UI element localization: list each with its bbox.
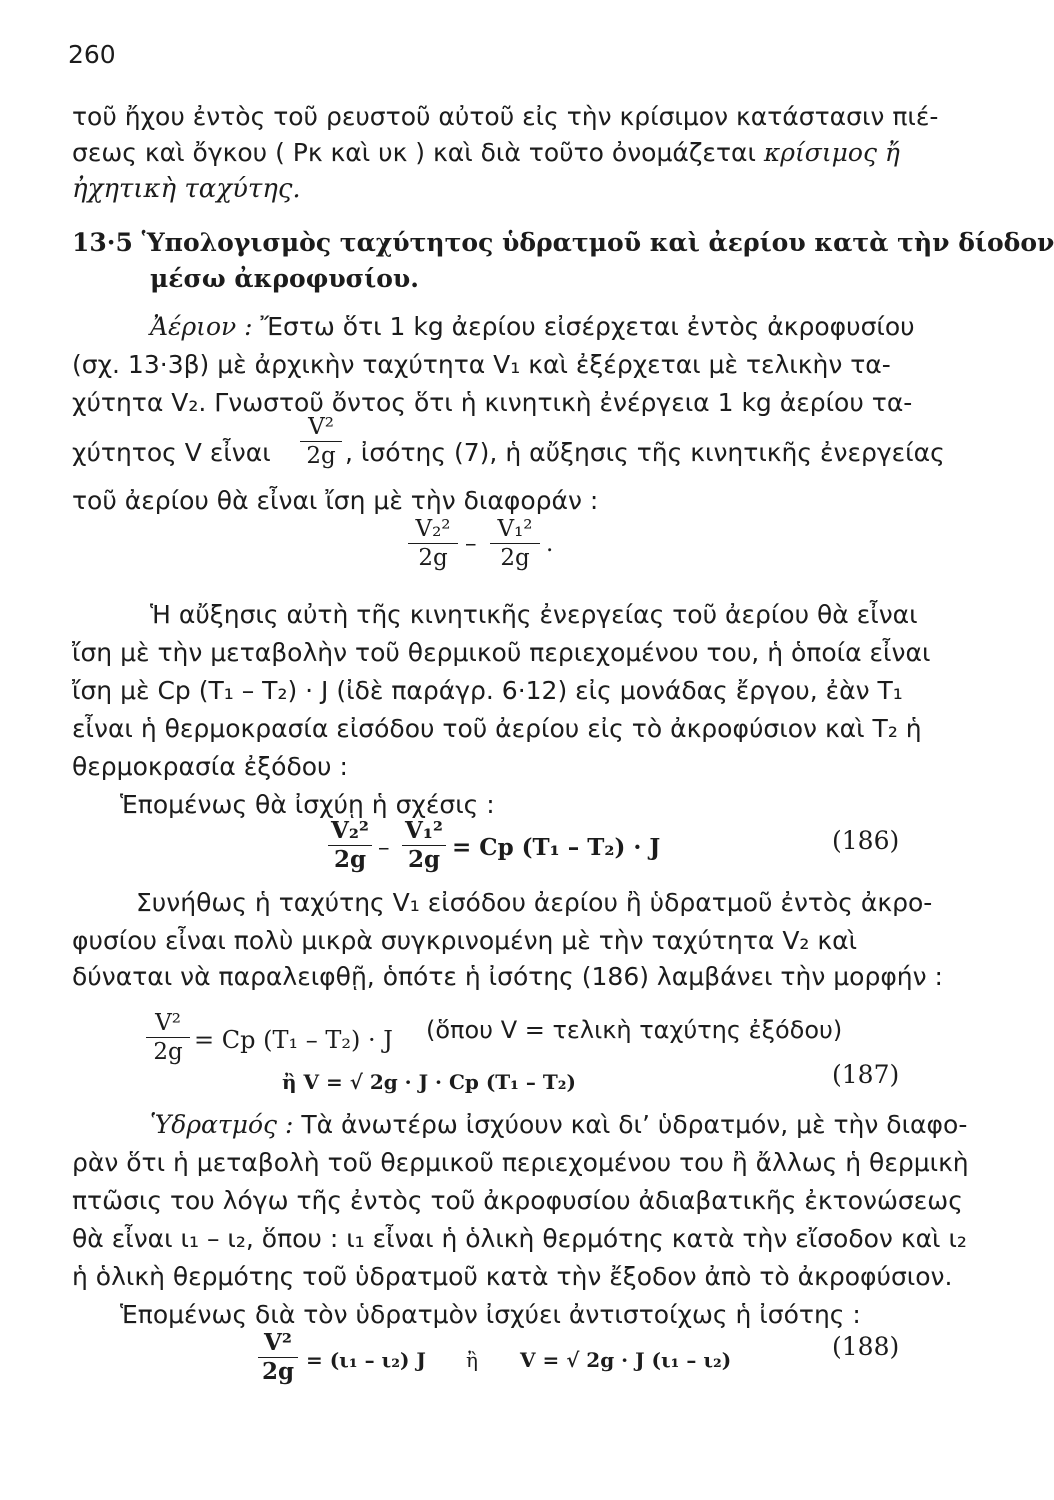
- text-line-2-main: σεως καὶ ὄγκου ( Pκ καὶ υκ ) καὶ διὰ τοῦτο ὀνομάζεται: [72, 138, 756, 167]
- eq188-or: ἢ: [466, 1348, 478, 1372]
- eq186-frac-v1: V₁² 2g: [402, 818, 446, 873]
- text-line-4-main: Ἔστω ὅτι 1 kg ἀερίου εἰσέρχεται ἐντὸς ἀκροφυσίου: [260, 312, 915, 341]
- text-line-18: [150, 1110, 967, 1140]
- text-line-17: δύναται νὰ παραλειφθῇ, ὁπότε ἡ ἰσότης (186) λαμβάνει τὴν μορφήν :: [72, 962, 943, 991]
- text-line-5: (σχ. 13·3β) μὲ ἀρχικὴν ταχύτητα V₁ καὶ ἐξέρχεται μὲ τελικὴν τα-: [72, 350, 891, 379]
- eq187-rhs: = Cp (T₁ – T₂) · J: [194, 1026, 393, 1054]
- eq186-frac-v2: V₂² 2g: [328, 818, 372, 873]
- text-line-23: Ἑπομένως διὰ τὸν ὑδρατμὸν ἰσχύει ἀντιστοίχως ἡ ἰσότης :: [120, 1300, 861, 1329]
- eq188-rhs: = (ι₁ – ι₂) J: [306, 1348, 426, 1372]
- text-line-13: θερμοκρασία ἐξόδου :: [72, 752, 348, 781]
- eq186-rhs: = Cp (T₁ – T₂) · J: [452, 834, 661, 861]
- eq188-frac: V² 2g: [258, 1330, 298, 1385]
- text-line-10: ἴση μὲ τὴν μεταβολὴν τοῦ θερμικοῦ περιεχομένου του, ἡ ὁποία εἶναι: [72, 638, 931, 667]
- eq187-note: (ὅπου V = τελικὴ ταχύτης ἐξόδου): [426, 1016, 843, 1044]
- eq186-minus: –: [378, 835, 390, 861]
- section-heading: 13·5 Ὑπολογισμὸς ταχύτητος ὑδρατμοῦ καὶ ἀερίου κατὰ τὴν δίοδον: [72, 228, 1054, 257]
- text-line-3: ἠχητικὴ ταχύτης.: [72, 174, 301, 204]
- equation-number-188: (188): [832, 1332, 900, 1361]
- fraction-v2-over-2g: V² 2g: [300, 414, 342, 469]
- text-line-2: [72, 138, 900, 168]
- text-line-21: θὰ εἶναι ι₁ – ι₂, ὅπου : ι₁ εἶναι ἡ ὁλικὴ θερμότης κατὰ τὴν εἴσοδον καὶ ι₂: [72, 1224, 967, 1253]
- text-line-4: [150, 312, 915, 342]
- eq187-root-form: ἢ V = √ 2g · J · Cp (T₁ – T₂): [282, 1070, 576, 1094]
- equation-number-186: (186): [832, 826, 900, 855]
- fraction-v1sq: V₁² 2g: [490, 516, 540, 571]
- gas-label: Ἀέριον :: [150, 312, 253, 341]
- text-line-18-main: Τὰ ἀνωτέρω ἰσχύουν καὶ δι’ ὑδρατμόν, μὲ τὴν διαφο-: [301, 1110, 968, 1139]
- text-line-20: πτῶσις του λόγω τῆς ἐντὸς τοῦ ἀκροφυσίου ἀδιαβατικῆς ἐκτονώσεως: [72, 1186, 963, 1215]
- eq187-frac: V² 2g: [146, 1010, 190, 1065]
- text-line-12: εἶναι ἡ θερμοκρασία εἰσόδου τοῦ ἀερίου εἰς τὸ ἀκροφύσιον καὶ T₂ ἡ: [72, 714, 922, 743]
- steam-label: Ὑδρατμός :: [150, 1110, 294, 1139]
- text-line-16: φυσίου εἶναι πολὺ μικρὰ συγκρινομένη μὲ τὴν ταχύτητα V₂ καὶ: [72, 926, 858, 955]
- text-line-7b: , ἰσότης (7), ἡ αὔξησις τῆς κινητικῆς ἐνεργείας: [345, 438, 945, 467]
- section-heading-cont: μέσω ἀκροφυσίου.: [150, 264, 419, 293]
- minus-sign: –: [465, 531, 477, 557]
- text-line-1: τοῦ ἤχου ἐντὸς τοῦ ρευστοῦ αὐτοῦ εἰς τὴν κρίσιμον κατάστασιν πιέ-: [72, 102, 939, 131]
- text-line-22: ἡ ὁλικὴ θερμότης τοῦ ὑδρατμοῦ κατὰ τὴν ἔξοδον ἀπὸ τὸ ἀκροφύσιον.: [72, 1262, 953, 1291]
- critical-term: κρίσιμος ἤ: [763, 138, 900, 167]
- text-line-6: χύτητα V₂. Γνωστοῦ ὄντος ὅτι ἡ κινητικὴ ἐνέργεια 1 kg ἀερίου τα-: [72, 388, 913, 417]
- text-line-8: τοῦ ἀερίου θὰ εἶναι ἴση μὲ τὴν διαφοράν :: [72, 486, 599, 515]
- page-number: 260: [68, 40, 116, 69]
- eq188-root-form: V = √ 2g · J (ι₁ – ι₂): [520, 1348, 732, 1372]
- text-line-15: Συνήθως ἡ ταχύτης V₁ εἰσόδου ἀερίου ἢ ὑδρατμοῦ ἐντὸς ἀκρο-: [136, 888, 933, 917]
- period: .: [546, 531, 554, 557]
- text-line-19: ρὰν ὅτι ἡ μεταβολὴ τοῦ θερμικοῦ περιεχομένου του ἢ ἄλλως ἡ θερμικὴ: [72, 1148, 969, 1177]
- equation-number-187: (187): [832, 1060, 900, 1089]
- text-line-14: Ἑπομένως θὰ ἰσχύῃ ἡ σχέσις :: [120, 790, 495, 819]
- fraction-v2sq: V₂² 2g: [408, 516, 458, 571]
- text-line-11: ἴση μὲ Cp (T₁ – T₂) · J (ἰδὲ παράγρ. 6·12) εἰς μονάδας ἔργου, ἐὰν T₁: [72, 676, 903, 705]
- text-line-7a: χύτητος V εἶναι: [72, 438, 271, 467]
- text-line-9: Ἡ αὔξησις αὐτὴ τῆς κινητικῆς ἐνεργείας τοῦ ἀερίου θὰ εἶναι: [150, 600, 918, 629]
